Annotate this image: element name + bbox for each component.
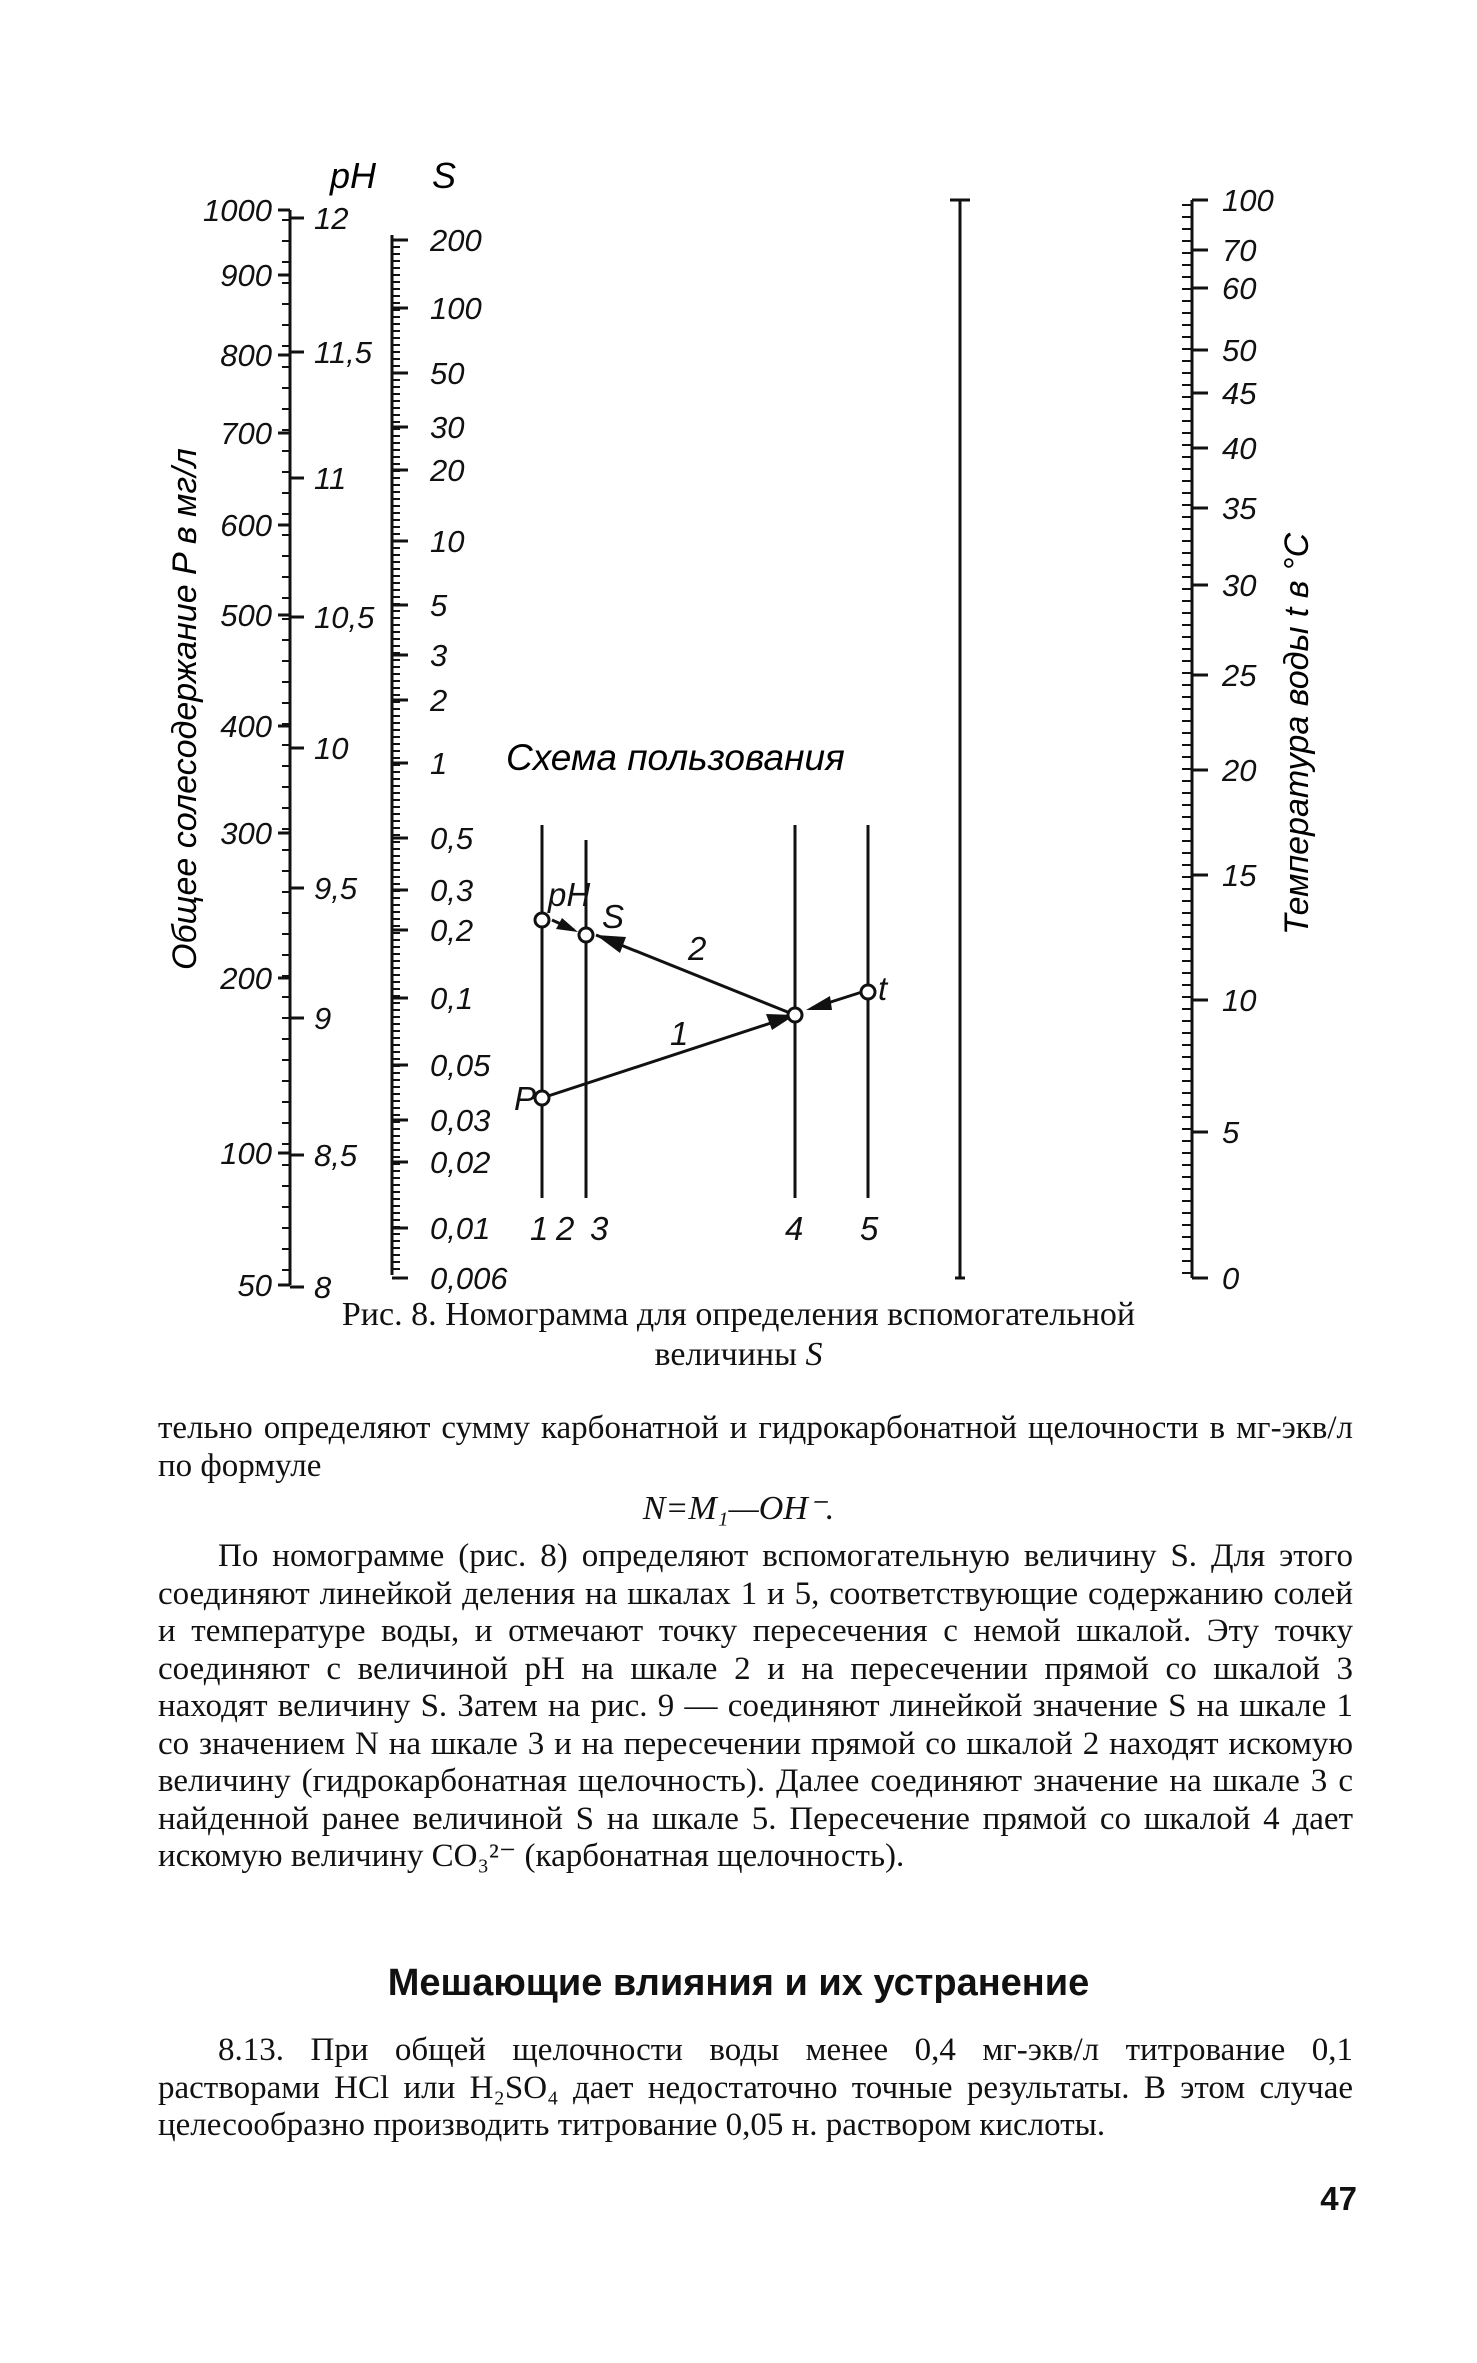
scale-s-tick-label: 0,3: [430, 873, 474, 908]
scale-p-tick-label: 900: [220, 258, 272, 293]
scale-t-tick-label: 40: [1222, 431, 1257, 466]
scale-s-tick-label: 100: [430, 291, 482, 326]
page-number: 47: [1320, 2180, 1357, 2217]
scale-p-tick-label: 200: [220, 961, 272, 996]
scheme-line-label-2: 2: [688, 930, 707, 967]
scale-s-tick-label: 0,2: [430, 913, 474, 948]
figure-caption: [0, 1295, 1477, 1375]
scale-s-tick-label: 200: [430, 223, 482, 258]
scheme-scale-number-5: 5: [860, 1210, 879, 1247]
scheme-point-p: [535, 1091, 549, 1105]
scale-p-tick-label: 400: [220, 709, 272, 744]
scale-s-tick-label: 2: [430, 683, 448, 718]
scheme-label-s: S: [602, 898, 625, 935]
scale-t-tick-label: 50: [1222, 333, 1257, 368]
scale-t-tick-label: 30: [1222, 568, 1257, 603]
scale-s-tick-label: 0,03: [430, 1103, 491, 1138]
scale-p-tick-label: 300: [220, 816, 272, 851]
scheme-label-p: P: [514, 1080, 537, 1117]
scheme-scale-number-3: 3: [590, 1210, 609, 1247]
scheme-line-label-1: 1: [670, 1015, 689, 1052]
scale-p-title: Общее солесодержание P в мг/л: [166, 448, 204, 970]
scheme-point-t: [861, 985, 875, 999]
scheme-line-1: [542, 1020, 780, 1098]
scheme-label-ph: pH: [548, 876, 591, 913]
scale-ph-tick-label: 12: [314, 201, 349, 236]
scale-s-tick-label: 0,5: [430, 821, 474, 856]
scale-p-tick-label: 500: [220, 598, 272, 633]
scale-s-title: S: [432, 155, 457, 196]
scheme-point-s: [579, 928, 593, 942]
paragraph-2: По номограмме (рис. 8) определяют вспомогательную величину S. Для этого соединяют линейкой деления на шкалах 1 и 5, соответствующие содержанию солей и температуре воды, и отмечают точку пересечения с немой шкалой. Эту точку соединяют с величиной pH на шкале 2 и на пересечении прямой со шкалой 3 находят величину S. Затем на рис. 9 — соединяют линейкой значение S на шкале 1 со значением N на шкале 3 и на пересечении прямой со шкалой 2 находят искомую величину (гидрокарбонатная щелочность). Далее соединяют значение на шкале 3 с найденной ранее величиной S на шкале 5. Пересечение прямой со шкалой 4 дает искомую величину CO₃²⁻ (карбонатная щелочность).: [158, 1538, 1353, 1874]
scale-s-tick-label: 0,05: [430, 1048, 491, 1083]
scale-t-tick-label: 5: [1222, 1115, 1240, 1150]
scheme-point-mute: [788, 1008, 802, 1022]
scale-ph-tick-label: 10: [314, 731, 349, 766]
paragraph-1: тельно определяют сумму карбонатной и гидрокарбонатной щелочности в мг-экв/л по формуле: [158, 1410, 1353, 1484]
scale-s-tick-label: 10: [430, 524, 465, 559]
scale-s-tick-label: 5: [430, 588, 448, 623]
scale-ph-tick-label: 8: [314, 1270, 332, 1305]
section-heading: Мешающие влияния и их устранение: [387, 1962, 1090, 2004]
scale-ph-tick-label: 8,5: [314, 1138, 358, 1173]
paragraph-3: 8.13. При общей щелочности воды менее 0,4 мг-экв/л титрование 0,1 растворами HCl или H₂SO₄ дает недостаточно точные результаты. В этом случае целесообразно производить титрование 0,05 н. раствором кислоты.: [158, 2032, 1353, 2143]
scale-ph-tick-label: 11,5: [314, 335, 373, 370]
scale-ph-title: pH: [330, 155, 377, 196]
caption-line-2: величины S: [654, 1336, 823, 1373]
scale-s-tick-label: 1: [430, 746, 448, 781]
scale-t-tick-label: 100: [1222, 183, 1274, 218]
scheme-title: Схема пользования: [506, 737, 845, 778]
scheme-point-ph: [535, 913, 549, 927]
scale-ph-tick-label: 9: [314, 1001, 332, 1036]
scale-p-tick-label: 700: [220, 416, 272, 451]
scale-s-tick-label: 20: [430, 453, 465, 488]
scale-p-tick-label: 1000: [203, 193, 272, 228]
scale-p-tick-label: 50: [237, 1268, 272, 1303]
scale-p-tick-label: 600: [220, 508, 272, 543]
scale-t-tick-label: 0: [1222, 1261, 1240, 1296]
scale-s-tick-label: 0,1: [430, 981, 474, 1016]
scale-p-tick-label: 100: [220, 1136, 272, 1171]
caption-line-1: Рис. 8. Номограмма для определения вспомогательной: [341, 1296, 1136, 1333]
scale-s-tick-label: 50: [430, 356, 465, 391]
scheme-scale-number-2: 2: [556, 1210, 575, 1247]
scale-t-tick-label: 35: [1222, 491, 1257, 526]
scale-s-tick-label: 0,006: [430, 1261, 508, 1296]
scale-t-tick-label: 10: [1222, 983, 1257, 1018]
scale-t-tick-label: 45: [1222, 376, 1257, 411]
scheme-scale-number-4: 4: [785, 1210, 804, 1247]
scale-t-tick-label: 25: [1222, 658, 1257, 693]
scale-s-tick-label: 3: [430, 638, 448, 673]
scale-t-tick-label: 15: [1222, 858, 1257, 893]
scale-s-tick-label: 30: [430, 410, 465, 445]
scale-s-tick-label: 0,01: [430, 1211, 491, 1246]
scale-t-tick-label: 20: [1222, 753, 1257, 788]
scale-ph-tick-label: 9,5: [314, 871, 358, 906]
scheme-label-t: t: [878, 970, 888, 1007]
formula-n: N=M₁—OH⁻.: [642, 1490, 835, 1527]
scale-s-tick-label: 0,02: [430, 1145, 491, 1180]
scale-t-tick-label: 60: [1222, 271, 1257, 306]
scheme-scale-number-1: 1: [530, 1210, 549, 1247]
scale-ph-tick-label: 11: [314, 461, 347, 496]
scale-t-title: Температура воды t в °С: [1278, 532, 1316, 935]
scale-p-tick-label: 800: [220, 338, 272, 373]
scale-t-tick-label: 70: [1222, 233, 1257, 268]
scale-ph-tick-label: 10,5: [314, 600, 375, 635]
